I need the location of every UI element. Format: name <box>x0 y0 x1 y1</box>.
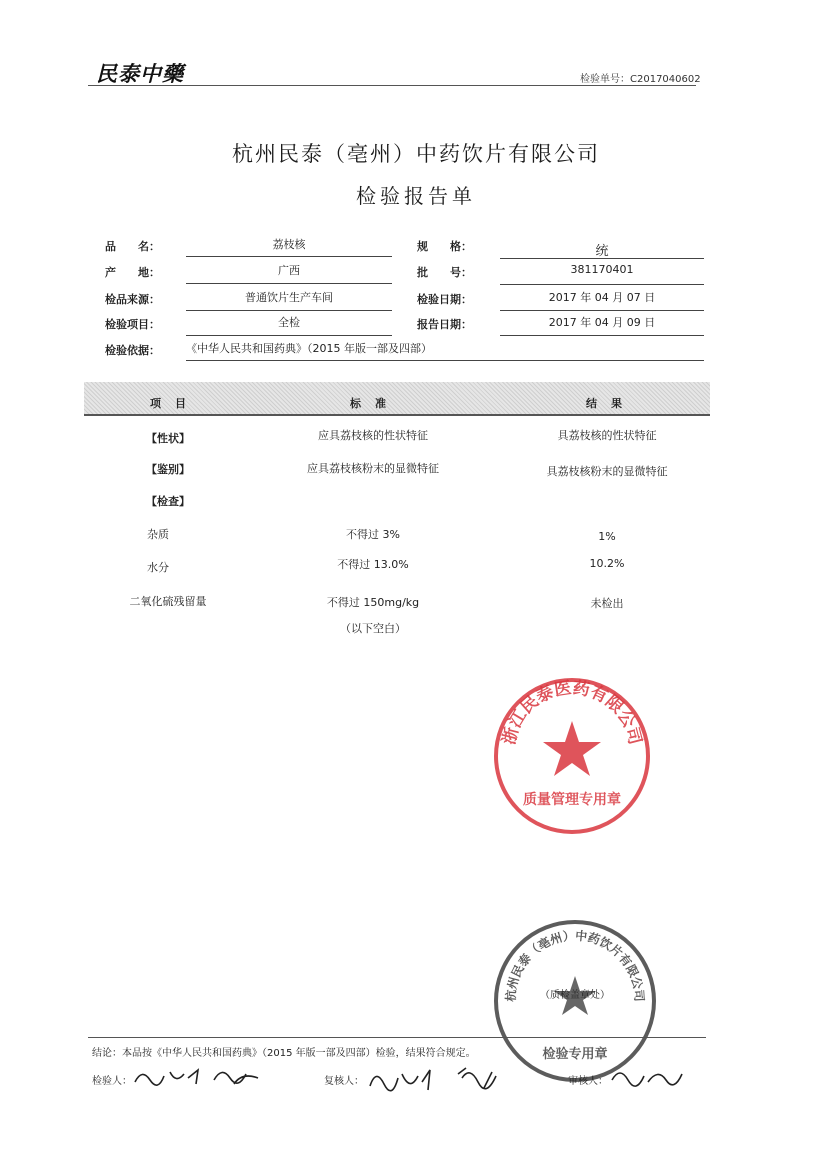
row-item: 二氧化硫残留量 <box>129 595 207 608</box>
report-date-value: 2017 年 04 月 09 日 <box>548 316 656 329</box>
row-item: 杂质 <box>147 528 169 541</box>
batch-label: 批 号： <box>417 266 472 279</box>
spec-underline <box>500 258 704 259</box>
name-underline <box>186 256 392 257</box>
inspector-signature <box>130 1064 270 1094</box>
company-logo: 民泰中藥 <box>96 61 184 86</box>
row-standard: 应具荔枝核粉末的显微特征 <box>307 462 439 475</box>
item-value: 全检 <box>278 316 300 329</box>
row-standard: 应具荔枝核的性状特征 <box>318 429 428 442</box>
reviewer-signature <box>366 1064 516 1100</box>
col-header-result: 结果 <box>586 397 636 410</box>
inspect-date-label: 检验日期： <box>417 293 472 306</box>
origin-value: 广西 <box>278 264 300 277</box>
stamp-placement-note: （质检盖章处） <box>540 990 610 1001</box>
row-result: 1% <box>598 530 616 543</box>
inspector-label: 检验人： <box>92 1076 132 1087</box>
origin-underline <box>186 283 392 284</box>
row-item: 【检查】 <box>146 495 190 508</box>
item-label: 检验项目： <box>105 318 160 331</box>
col-header-item: 项目 <box>150 397 200 410</box>
footer-divider <box>88 1037 706 1038</box>
basis-value: 《中华人民共和国药典》（2015 年版一部及四部） <box>186 342 432 355</box>
batch-underline <box>500 284 704 285</box>
row-result: 未检出 <box>590 597 624 610</box>
source-label: 检品来源： <box>105 293 160 306</box>
document-title: 检验报告单 <box>356 184 476 208</box>
auditor-label: 审核人： <box>568 1076 608 1087</box>
quality-management-stamp <box>492 676 652 836</box>
star-icon <box>543 721 601 776</box>
source-value: 普通饮片生产车间 <box>245 291 333 304</box>
report-date-underline <box>500 335 704 336</box>
inspection-stamp <box>492 918 658 1084</box>
stamp-bottom-text: 质量管理专用章 <box>523 792 621 808</box>
spec-value: 统 <box>595 244 609 259</box>
row-result: 具荔枝核粉末的显微特征 <box>546 465 668 478</box>
origin-label: 产 地： <box>105 266 160 279</box>
row-result: 具荔枝核的性状特征 <box>557 429 657 442</box>
report-date-label: 报告日期： <box>417 318 472 331</box>
row-standard: 不得过 3% <box>346 528 400 541</box>
doc-number: 检验单号：C2017040602 <box>580 74 701 85</box>
row-result: 10.2% <box>589 557 625 570</box>
stamp-top-text: 浙江民泰医药有限公司 <box>499 678 645 747</box>
inspect-date-value: 2017 年 04 月 07 日 <box>548 291 656 304</box>
conclusion-text: 结论：本品按《中华人民共和国药典》（2015 年版一部及四部）检验，结果符合规定。 <box>92 1048 476 1059</box>
batch-value: 381170401 <box>570 263 634 276</box>
item-underline <box>186 335 392 336</box>
basis-label: 检验依据： <box>105 344 160 357</box>
row-standard: 不得过 150mg/kg <box>326 596 420 609</box>
stamp2-top-text: 杭州民泰（亳州）中药饮片有限公司 <box>503 928 647 1003</box>
auditor-signature <box>608 1064 688 1094</box>
company-name: 杭州民泰（亳州）中药饮片有限公司 <box>232 142 600 166</box>
row-item: 水分 <box>147 561 169 574</box>
source-underline <box>186 310 392 311</box>
inspect-date-underline <box>500 310 704 311</box>
header-divider <box>88 85 696 86</box>
basis-underline <box>186 360 704 361</box>
reviewer-label: 复核人： <box>324 1076 364 1087</box>
row-item: 【鉴别】 <box>146 463 190 476</box>
stamp2-bottom-text: 检验专用章 <box>542 1047 608 1062</box>
name-value: 荔枝核 <box>272 238 306 251</box>
row-item: 【性状】 <box>146 432 190 445</box>
name-label: 品 名： <box>105 240 160 253</box>
col-header-standard: 标准 <box>350 397 400 410</box>
spec-label: 规 格： <box>417 240 472 253</box>
blank-note: （以下空白） <box>340 622 406 635</box>
table-header-divider <box>84 414 710 416</box>
row-standard: 不得过 13.0% <box>337 558 409 571</box>
